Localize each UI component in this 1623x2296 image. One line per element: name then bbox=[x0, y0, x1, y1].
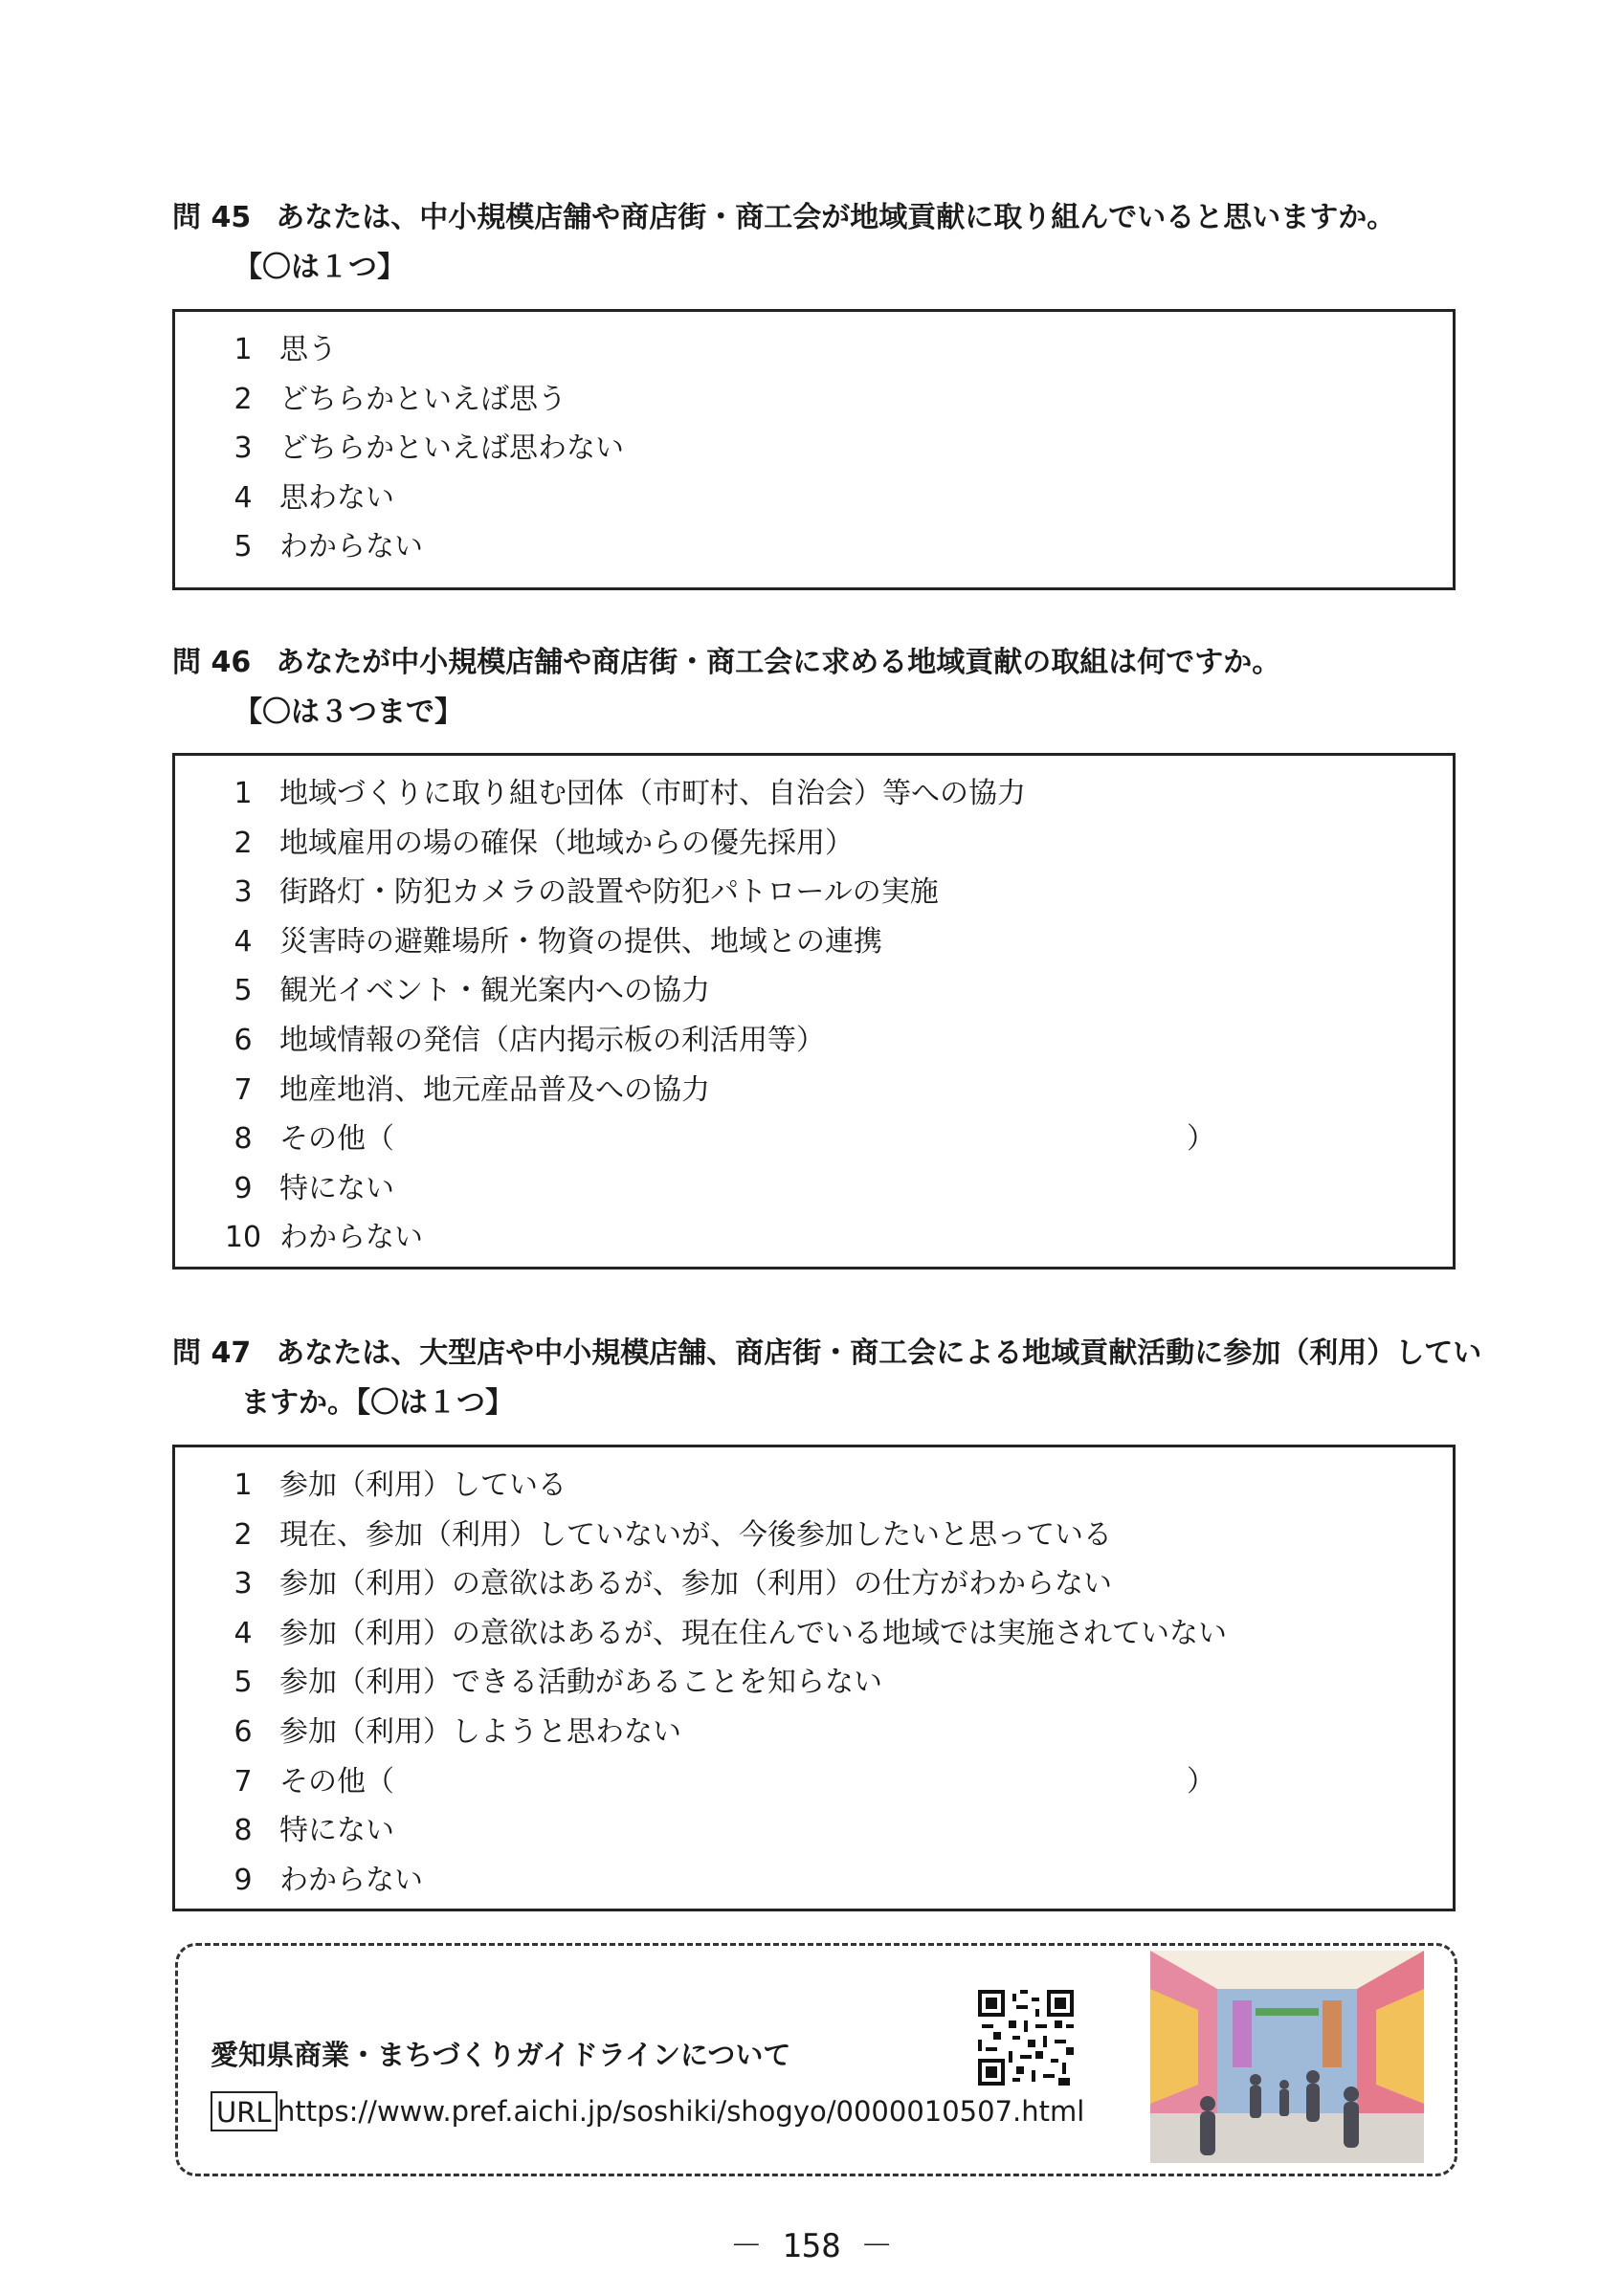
option-label: 地産地消、地元産品普及への協力 bbox=[279, 1072, 710, 1107]
option-label: 参加（利用）の意欲はあるが、参加（利用）の仕方がわからない bbox=[279, 1567, 1112, 1601]
q45-option-5[interactable] bbox=[216, 522, 423, 572]
q46-option-5[interactable] bbox=[216, 966, 710, 1016]
q47-option-9[interactable] bbox=[216, 1856, 423, 1906]
option-label: 現在、参加（利用）していないが、今後参加したいと思っている bbox=[279, 1517, 1112, 1552]
page-number: － 158 － bbox=[729, 2227, 894, 2265]
option-number: 4 bbox=[233, 924, 253, 959]
q45-text: あなたは、中小規模店舗や商店街・商工会が地域貢献に取り組んでいると思いますか。 bbox=[276, 201, 1396, 234]
option-label: 思う bbox=[279, 333, 337, 366]
q45-number: 問 45 bbox=[172, 201, 252, 234]
q46-option-6[interactable] bbox=[216, 1016, 825, 1066]
qr-code-icon[interactable] bbox=[978, 1990, 1074, 2086]
option-number: 7 bbox=[233, 1072, 253, 1107]
q46-option-1[interactable] bbox=[216, 769, 1026, 819]
option-label: 思わない bbox=[279, 480, 394, 515]
q46-option-9[interactable] bbox=[216, 1164, 394, 1214]
option-number: 5 bbox=[233, 1666, 253, 1700]
option-number: 8 bbox=[233, 1814, 253, 1848]
option-number: 7 bbox=[233, 1764, 253, 1799]
option-number: 5 bbox=[233, 530, 253, 564]
q45-option-2[interactable] bbox=[216, 375, 567, 425]
q47-option-7[interactable] bbox=[216, 1757, 1215, 1807]
q46-option-10[interactable] bbox=[216, 1213, 423, 1263]
q46-option-8[interactable] bbox=[216, 1115, 1215, 1164]
q47-option-1[interactable] bbox=[216, 1461, 567, 1511]
q46-option-2[interactable] bbox=[216, 819, 854, 869]
q46-heading bbox=[172, 643, 1280, 683]
option-number: 3 bbox=[233, 1567, 253, 1601]
q45-option-4[interactable] bbox=[216, 474, 394, 523]
option-label: 地域づくりに取り組む団体（市町村、自治会）等への協力 bbox=[279, 777, 1026, 810]
option-label: どちらかといえば思わない bbox=[279, 431, 624, 466]
guideline-title: 愛知県商業・まちづくりガイドラインについて bbox=[211, 2039, 791, 2071]
option-number: 8 bbox=[233, 1122, 253, 1157]
q47-option-3[interactable] bbox=[216, 1559, 1112, 1609]
q46-option-7[interactable] bbox=[216, 1066, 710, 1115]
q47-instruction: ますか。【〇は１つ】 bbox=[241, 1386, 514, 1420]
q47-option-5[interactable] bbox=[216, 1658, 882, 1708]
option-close-paren: ） bbox=[1187, 1764, 1215, 1799]
q46-option-4[interactable] bbox=[216, 917, 882, 967]
option-label: 参加（利用）しようと思わない bbox=[279, 1715, 681, 1749]
q47-option-2[interactable] bbox=[216, 1511, 1112, 1560]
guideline-url-link[interactable]: https://www.pref.aichi.jp/soshiki/shogyo/0000010507.html bbox=[278, 2095, 1085, 2128]
option-label: 参加（利用）できる活動があることを知らない bbox=[279, 1666, 882, 1700]
option-label: わからない bbox=[279, 530, 423, 564]
q45-option-1[interactable] bbox=[216, 325, 337, 375]
option-number: 1 bbox=[233, 777, 253, 810]
option-label: 参加（利用）の意欲はあるが、現在住んでいる地域では実施されていない bbox=[279, 1616, 1227, 1650]
option-number: 2 bbox=[233, 826, 253, 860]
option-number: 3 bbox=[233, 875, 253, 910]
option-number: 1 bbox=[233, 1468, 253, 1502]
q47-option-6[interactable] bbox=[216, 1708, 681, 1757]
option-label: 観光イベント・観光案内への協力 bbox=[279, 974, 710, 1008]
option-number: 10 bbox=[224, 1221, 262, 1255]
q47-heading bbox=[172, 1334, 1481, 1374]
shopping-street-illustration bbox=[1150, 1951, 1424, 2163]
option-number: 9 bbox=[233, 1863, 253, 1897]
option-number: 4 bbox=[233, 1616, 253, 1650]
option-label: 地域情報の発信（店内掲示板の利活用等） bbox=[279, 1024, 825, 1057]
option-label: わからない bbox=[279, 1221, 423, 1255]
option-number: 6 bbox=[233, 1024, 253, 1057]
option-close-paren: ） bbox=[1187, 1122, 1215, 1157]
q47-option-8[interactable] bbox=[216, 1806, 394, 1856]
q45-instruction: 【〇は１つ】 bbox=[233, 251, 406, 284]
option-label: その他（ bbox=[279, 1122, 394, 1157]
q45-heading bbox=[172, 198, 1395, 238]
url-label: URL bbox=[211, 2091, 278, 2131]
option-label: その他（ bbox=[279, 1764, 394, 1799]
q47-number: 問 47 bbox=[172, 1336, 252, 1370]
option-number: 3 bbox=[233, 431, 253, 466]
q46-option-3[interactable] bbox=[216, 868, 939, 917]
option-number: 5 bbox=[233, 974, 253, 1008]
option-label: 特にない bbox=[279, 1171, 394, 1205]
option-number: 4 bbox=[233, 480, 253, 515]
q46-text: あなたが中小規模店舗や商店街・商工会に求める地域貢献の取組は何ですか。 bbox=[276, 646, 1281, 679]
q47-text: あなたは、大型店や中小規模店舗、商店街・商工会による地域貢献活動に参加（利用）してい bbox=[276, 1336, 1482, 1370]
option-label: 街路灯・防犯カメラの設置や防犯パトロールの実施 bbox=[279, 875, 939, 910]
option-label: 参加（利用）している bbox=[279, 1468, 567, 1502]
option-label: 特にない bbox=[279, 1814, 394, 1848]
q45-option-3[interactable] bbox=[216, 424, 624, 474]
option-number: 2 bbox=[233, 382, 253, 416]
option-label: わからない bbox=[279, 1863, 423, 1897]
q46-instruction: 【〇は３つまで】 bbox=[233, 695, 463, 729]
option-label: どちらかといえば思う bbox=[279, 382, 567, 416]
option-number: 9 bbox=[233, 1171, 253, 1205]
q46-number: 問 46 bbox=[172, 646, 252, 679]
option-number: 2 bbox=[233, 1517, 253, 1552]
option-label: 地域雇用の場の確保（地域からの優先採用） bbox=[279, 826, 854, 860]
option-number: 1 bbox=[233, 333, 253, 366]
q47-option-4[interactable] bbox=[216, 1609, 1227, 1659]
option-label: 災害時の避難場所・物資の提供、地域との連携 bbox=[279, 924, 882, 959]
option-number: 6 bbox=[233, 1715, 253, 1749]
